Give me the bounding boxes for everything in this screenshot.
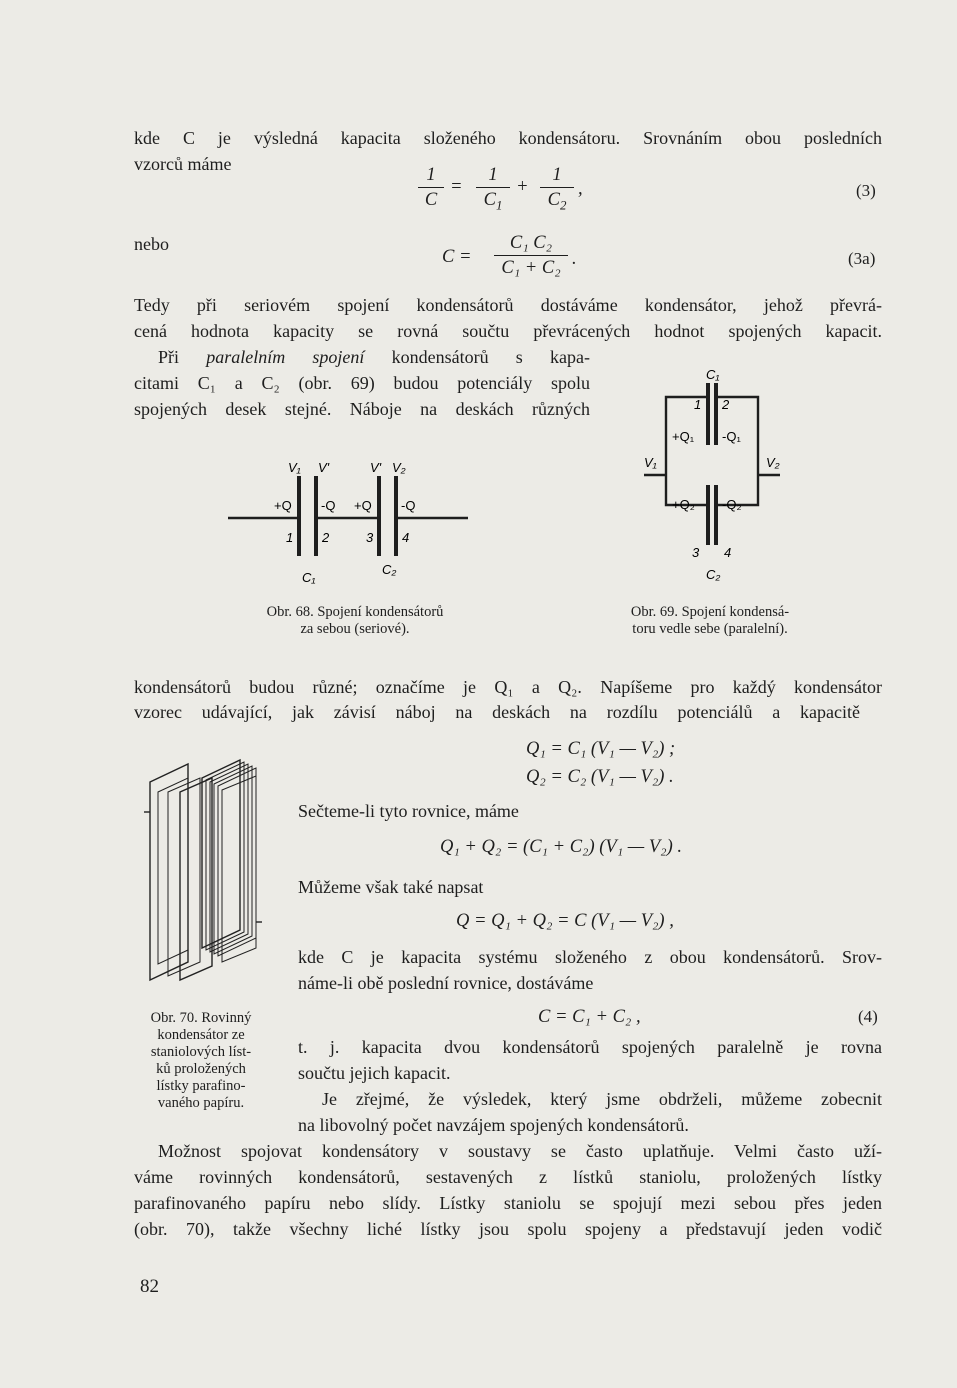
para5-line-2: součtu jejich kapacit. [298, 1063, 451, 1083]
equation-q2: Q₂ = C₂ (V₁ — V₂) . [526, 767, 674, 787]
fig68-label-plus-q-1: +Q [274, 498, 292, 513]
fig68-label-v1: V₁ [288, 460, 301, 475]
eq3a-number: (3a) [848, 249, 876, 268]
fig68-label-plus-q-2: +Q [354, 498, 372, 513]
fig69-label-1: 1 [694, 397, 702, 412]
equation-q-total: Q = Q₁ + Q₂ = C (V₁ — V₂) , [456, 911, 674, 931]
eq3-term1-numerator: 1 [488, 165, 498, 185]
eq3a-period: . [572, 249, 577, 269]
eq3a-lhs: C = [442, 247, 472, 267]
nebo-label: nebo [134, 234, 169, 254]
sum-intro: Sečteme-li tyto rovnice, máme [298, 801, 519, 821]
intro-line-2: vzorců máme [134, 154, 232, 174]
eq3-lhs-numerator: 1 [426, 165, 436, 185]
fig69-caption-line-1: Obr. 69. Spojení kondensá- [630, 604, 790, 620]
fig69-label-plus-q2: +Q₂ [672, 497, 695, 512]
equation-4: C = C₁ + C₂ , [538, 1007, 641, 1027]
para5-line-1: t. j. kapacita dvou kondensátorů spojených paralelně je rovna [298, 1037, 882, 1057]
fig68-caption-line-1: Obr. 68. Spojení kondensátorů [266, 604, 444, 620]
fig68-label-4: 4 [402, 530, 410, 545]
fig69-label-c1: C₁ [706, 367, 720, 382]
fig69-label-4: 4 [724, 545, 732, 560]
para6-line-1: Je zřejmé, že výsledek, který jsme obdrželi, můžeme zobecnit [322, 1089, 882, 1109]
eq3-number: (3) [856, 181, 876, 200]
fig70-caption: Obr. 70. Rovinný kondensátor ze staniolových líst- ků proložených lístky parafino- vaného papíru. [150, 1010, 252, 1111]
page-number: 82 [140, 1276, 159, 1297]
equation-sum: Q₁ + Q₂ = (C₁ + C₂) (V₁ — V₂) . [440, 837, 683, 857]
para6-line-2: na libovolný počet navzájem spojených kondensátorů. [298, 1115, 689, 1135]
fig69-label-minus-q2: -Q₂ [722, 497, 742, 512]
eq3-lhs-denominator: C [424, 190, 438, 210]
fig68-label-minus-q-2: -Q [401, 498, 416, 513]
figure-68-series-capacitors [226, 448, 476, 598]
para2-line-3: spojených desek stejné. Náboje na deskách různých [134, 399, 590, 419]
para2-line-1: Při paralelním spojení kondensátorů s kapa- [158, 347, 590, 367]
para2-italic-term: paralelním spojení [206, 347, 365, 367]
para1-line-1: Tedy při seriovém spojení kondensátorů dostáváme kondensátor, jehož převrá- [134, 295, 882, 315]
eq3a-denominator: C₁ + C₂ [501, 258, 561, 278]
para4-line-2: náme-li obě poslední rovnice, dostáváme [298, 973, 594, 993]
eq3-term1-sub: 1 [495, 197, 503, 213]
para7-line-2: váme rovinných kondensátorů, sestavených z lístků staniolu, proložených lístky [134, 1167, 882, 1187]
intro-line-1: kde C je výsledná kapacita složeného kondensátoru. Srovnáním obou posledních [134, 128, 882, 148]
equation-q1: Q₁ = C₁ (V₁ — V₂) ; [526, 739, 676, 759]
eq3-equals: = [450, 177, 463, 197]
fig68-label-c1: C₁ [302, 570, 316, 585]
fig69-caption-line-2: toru vedle sebe (paralelní). [632, 621, 788, 637]
fig68-label-minus-q-1: -Q [321, 498, 336, 513]
para3-line-1: kondensátorů budou různé; označíme je Q₁ a Q₂. Napíšeme pro každý kondensátor [134, 677, 882, 697]
eq3-comma: , [578, 179, 583, 199]
fig69-label-minus-q1: -Q₁ [722, 429, 741, 444]
fig68-label-vprime-1: V' [318, 460, 330, 475]
eq3a-numerator: C₁ C₂ [509, 233, 553, 253]
fig69-label-v1: V₁ [644, 455, 657, 470]
para3-line-2: vzorec udávající, jak závisí náboj na deskách na rozdílu potenciálů a kapacitě [134, 702, 860, 722]
para7-line-4: (obr. 70), takže všechny liché lístky jsou spolu spojeny a představují jeden vodič [134, 1219, 882, 1239]
fig69-label-2: 2 [722, 397, 730, 412]
fig68-label-c2: C₂ [382, 562, 397, 577]
para4-line-1: kde C je kapacita systému složeného z obou kondensátorů. Srov- [298, 947, 882, 967]
fig68-label-3: 3 [366, 530, 374, 545]
eq3-term2-denominator: C [547, 190, 560, 210]
eq3-term2-numerator: 1 [552, 165, 562, 185]
fig68-label-vprime-2: V' [370, 460, 382, 475]
fig68-label-1: 1 [286, 530, 294, 545]
also-intro: Můžeme však také napsat [298, 877, 484, 897]
figure-69-parallel-capacitors [640, 365, 810, 595]
fig68-caption-line-2: za sebou (seriové). [300, 621, 410, 637]
eq3-plus: + [516, 177, 529, 197]
fig69-label-3: 3 [692, 545, 700, 560]
para7-line-1: Možnost spojovat kondensátory v soustavy se často uplatňuje. Velmi často uží- [158, 1141, 882, 1161]
figure-70-foil-capacitor [140, 752, 268, 990]
para7-line-3: parafinovaného papíru nebo slídy. Lístky staniolu se spojují mezi sebou přes jeden [134, 1193, 882, 1213]
para2-line-2: citami C₁ a C₂ (obr. 69) budou potenciály spolu [134, 373, 590, 393]
eq4-number: (4) [858, 1007, 878, 1026]
fig68-label-v2: V₂ [392, 460, 406, 475]
eq3-term1-denominator: C [483, 190, 496, 210]
para1-line-2: cená hodnota kapacity se rovná součtu převrácených hodnot spojených kapacit. [134, 321, 882, 341]
fig69-label-plus-q1: +Q₁ [672, 429, 695, 444]
fig68-label-2: 2 [322, 530, 330, 545]
fig69-label-c2: C₂ [706, 567, 721, 582]
fig69-label-v2: V₂ [766, 455, 780, 470]
eq3-term2-sub: 2 [559, 197, 567, 213]
